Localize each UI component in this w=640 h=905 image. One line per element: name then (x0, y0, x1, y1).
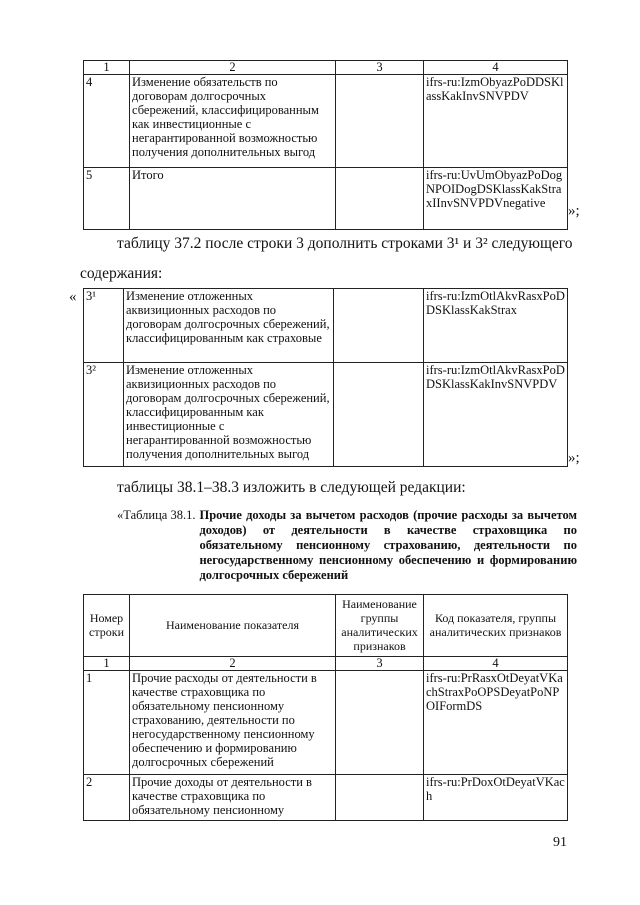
column-number: 3 (336, 61, 424, 75)
row-group (334, 363, 424, 467)
row-number: 2 (84, 775, 130, 821)
table-38-1 (83, 594, 568, 821)
column-number: 3 (336, 657, 424, 671)
row-number: 4 (84, 75, 130, 168)
row-group (336, 775, 424, 821)
row-code: ifrs-ru:PrDoxOtDeyatVKach (424, 775, 568, 821)
column-number: 1 (84, 61, 130, 75)
table-caption (117, 508, 577, 583)
table-row (84, 671, 568, 775)
column-number: 4 (424, 657, 568, 671)
row-number: 1 (84, 671, 130, 775)
column-header: Номер строки (84, 595, 130, 657)
table-continuation (83, 60, 568, 230)
column-number: 1 (84, 657, 130, 671)
row-group (336, 75, 424, 168)
closing-quote: »; (568, 203, 580, 219)
row-code: ifrs-ru:PrRasxOtDeyatVKachStraxPoOPSDeyatPoNPOIFormDS (424, 671, 568, 775)
row-code: ifrs-ru:IzmOtlAkvRasxPoDDSKlassKakInvSNVPDV (424, 363, 568, 467)
table-row (84, 75, 568, 168)
column-number: 4 (424, 61, 568, 75)
paragraph-text: содержания: (80, 265, 163, 282)
row-name: Изменение отложенных аквизиционных расходов по договорам долгосрочных сбережений, классифицированным как страховые (124, 289, 334, 363)
table-row (84, 363, 568, 467)
column-number: 2 (130, 657, 336, 671)
amendment-paragraph (117, 234, 587, 254)
page-number: 91 (553, 835, 567, 850)
row-code: ifrs-ru:IzmObyazPoDDSKlassKakInvSNVPDV (424, 75, 568, 168)
table-row (84, 168, 568, 230)
table-row (84, 289, 568, 363)
column-number: 2 (130, 61, 336, 75)
row-code: ifrs-ru:UvUmObyazPoDogNPOIDogDSKlassKakStraxIInvSNVPDVnegative (424, 168, 568, 230)
row-name: Изменение обязательств по договорам долгосрочных сбережений, классифицированным как инвестиционные с негарантированной возможностью получения дополнительных выгод (130, 75, 336, 168)
table-header-row (84, 61, 568, 75)
table-row (84, 775, 568, 821)
closing-quote: »; (568, 450, 580, 466)
amendment-paragraph-continued (80, 264, 162, 284)
row-name: Прочие доходы от деятельности в качестве страховщика по обязательному пенсионному (130, 775, 336, 821)
column-numbers-row (84, 657, 568, 671)
row-group (336, 168, 424, 230)
row-group (336, 671, 424, 775)
paragraph-text: таблицы 38.1–38.3 изложить в следующей редакции: (117, 479, 466, 496)
row-number: 5 (84, 168, 130, 230)
amendment-paragraph (117, 478, 466, 498)
column-header: Код показателя, группы аналитических признаков (424, 595, 568, 657)
row-name: Изменение отложенных аквизиционных расходов по договорам долгосрочных сбережений, классифицированным как инвестиционные с негарантированной возможностью получения дополнительных выгод (124, 363, 334, 467)
row-number: 3² (84, 363, 124, 467)
table-header-row (84, 595, 568, 657)
column-header: Наименование показателя (130, 595, 336, 657)
caption-prefix: «Таблица 38.1. (117, 508, 196, 522)
opening-quote: « (69, 289, 77, 305)
caption-title: Прочие доходы за вычетом расходов (прочие расходы за вычетом доходов) от деятельности в качестве страховщика по обязательному пенсионному страхованию, деятельности по негосударственному пенсионному обеспечению и формированию долгосрочных сбережений (199, 508, 577, 582)
row-number: 3¹ (84, 289, 124, 363)
row-name: Прочие расходы от деятельности в качестве страховщика по обязательному пенсионному страхованию, деятельности по негосударственному пенсионному обеспечению и формированию долгосрочных сбережений (130, 671, 336, 775)
table-insert (83, 288, 568, 467)
row-code: ifrs-ru:IzmOtlAkvRasxPoDDSKlassKakStrax (424, 289, 568, 363)
paragraph-text: таблицу 37.2 после строки 3 дополнить строками 3¹ и 3² следующего (117, 235, 573, 252)
column-header: Наименование группы аналитических признаков (336, 595, 424, 657)
row-name: Итого (130, 168, 336, 230)
row-group (334, 289, 424, 363)
